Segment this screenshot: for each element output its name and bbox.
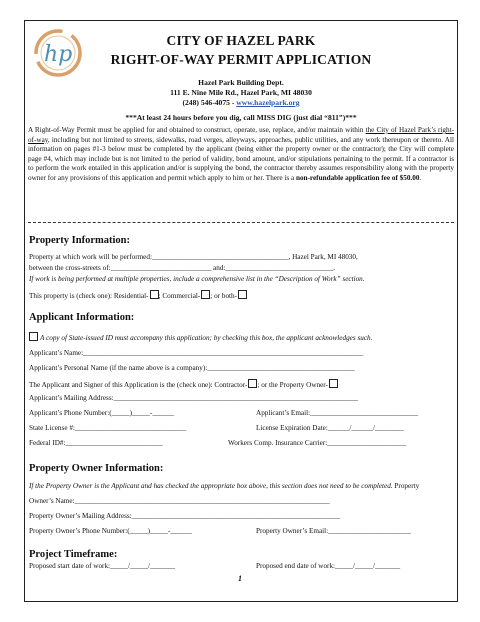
timeframe-heading: Project Timeframe: — [29, 549, 118, 560]
end-date-field[interactable]: Proposed end date of work:_____/_____/_______ — [256, 562, 401, 570]
miss-dig-notice: ***At least 24 hours before you dig, call MISS DIG (just dial “811”)*** — [125, 113, 357, 122]
title-city: CITY OF HAZEL PARK — [166, 33, 316, 48]
id-acknowledgement-row: A copy of State-issued ID must accompany this application; by checking this box, the applicant acknowledges such. — [29, 332, 372, 342]
owner-heading: Property Owner Information: — [29, 463, 164, 474]
owner-email-field[interactable]: Property Owner’s Email:_______________________ — [256, 527, 411, 535]
page-number: 1 — [238, 574, 242, 583]
commercial-checkbox[interactable] — [201, 290, 210, 299]
federal-id-field[interactable]: Federal ID#:___________________________ — [29, 439, 163, 447]
owner-mailing-address-field[interactable]: Property Owner’s Mailing Address:__________________________________________________________ — [29, 512, 341, 520]
property-address-field[interactable]: Property at which work will be performed:______________________________________, Hazel Park, MI 48030, — [29, 253, 358, 261]
applicant-heading: Applicant Information: — [29, 312, 135, 323]
applicant-personal-name-field[interactable]: Applicant’s Personal Name (if the name above is a company):_________________________________________ — [29, 364, 355, 372]
applicant-phone-field[interactable]: Applicant’s Phone Number:(_____)_____-______ — [29, 409, 174, 417]
signer-role-row: The Applicant and Signer of this Application is the (check one): Contractor- ; or the Property Owner- — [29, 379, 338, 389]
dept-phone: (248) 546-4075 - — [182, 98, 237, 107]
dept-contact — [24, 98, 458, 107]
id-acknowledgement-checkbox[interactable] — [29, 332, 38, 341]
applicant-name-field[interactable]: Applicant’s Name:______________________________________________________________________________ — [29, 349, 364, 357]
logo-lettering: hp — [44, 42, 73, 67]
dept-name: Hazel Park Building Dept. — [198, 78, 284, 87]
applicant-email-field[interactable]: Applicant’s Email:______________________________ — [256, 409, 418, 417]
start-date-field[interactable]: Proposed start date of work:_____/_____/_______ — [29, 562, 176, 570]
title-permit: RIGHT-OF-WAY PERMIT APPLICATION — [110, 52, 372, 67]
both-checkbox[interactable] — [238, 290, 247, 299]
owner-note: If the Property Owner is the Applicant and has checked the appropriate box above, this section does not need to be completed. Property — [29, 482, 420, 490]
owner-phone-field[interactable]: Property Owner’s Phone Number:(_____)_____-______ — [29, 527, 192, 535]
section-divider — [28, 222, 454, 223]
applicant-mailing-address-field[interactable]: Applicant’s Mailing Address:____________________________________________________________________ — [29, 394, 359, 402]
owner-name-field[interactable]: Owner’s Name:_______________________________________________________________________ — [29, 497, 330, 505]
intro-paragraph: A Right-of-Way Permit must be applied for and obtained to construct, operate, use, replace, and/or maintain within the City of Hazel Park’s right-of-way, including but not limited to streets, sidewalks, road verges, alleyways, approaches, public utilities, and any work thereupon or thereto. All information on pages #1-3 below must be completed by the applicant (being either the property owner or the contractor); the City will complete page #4, which may include but is not limited to the period of validity, bond amount, and/or stipulations pertaining to the permit. If a contractor is to perform the work entailed in this application and/or is supplying the bond, the contractor thereby assumes responsibility along with the property owner for any provisions of this application and permit which apply to him or her. There is a non-refundable application fee of $50.00. — [28, 126, 454, 182]
cross-streets-field[interactable]: between the cross-streets of:____________________________ and:______________________________. — [29, 264, 336, 272]
state-license-field[interactable]: State License #:_______________________________ — [29, 424, 187, 432]
residential-checkbox[interactable] — [150, 290, 159, 299]
multiple-properties-note: If work is being performed at multiple properties, include a comprehensive list in the “Description of Work” section. — [29, 275, 365, 283]
website-link[interactable]: www.hazelpark.org — [236, 98, 300, 107]
workers-comp-field[interactable]: Workers Comp. Insurance Carrier:______________________ — [228, 439, 407, 447]
property-owner-checkbox[interactable] — [329, 379, 338, 388]
license-expiration-field[interactable]: License Expiration Date:______/______/________ — [256, 424, 404, 432]
property-type-row: This property is (check one): Residential- ; Commercial- ; or both- — [29, 290, 247, 300]
dept-address: 111 E. Nine Mile Rd., Hazel Park, MI 48030 — [170, 88, 312, 97]
property-heading: Property Information: — [29, 235, 130, 246]
